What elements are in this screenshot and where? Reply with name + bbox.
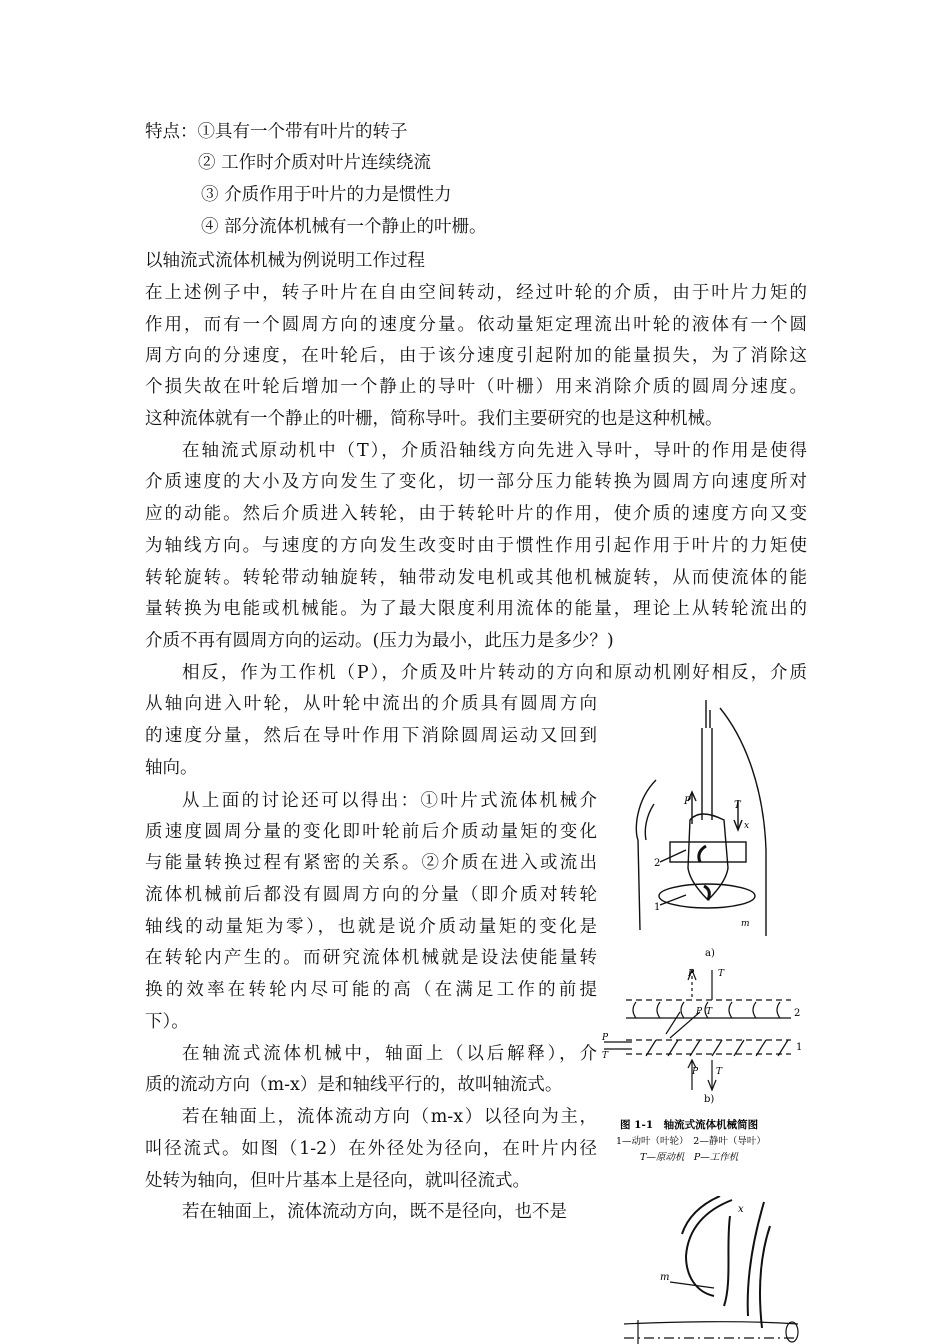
para4-line: 轴线的动量矩为零），也就是说介质动量矩的变化是 xyxy=(145,917,597,937)
para2-line: 介质不再有圆周方向的运动。(压力为最小，此压力是多少？) xyxy=(145,631,614,651)
fig1b-label-2: 2 xyxy=(794,1008,801,1019)
features-heading: 特点：①具有一个带有叶片的转子 xyxy=(145,122,408,142)
para6-line: 叫径流式。如图（1-2）在外径处为径向，在叶片内径 xyxy=(145,1139,597,1159)
fig1b-caption: b) xyxy=(704,1094,715,1105)
fig1b-t-left-label: T xyxy=(602,1051,609,1061)
fig1b-t-label: T xyxy=(718,969,725,979)
fig1a-label-1: 1 xyxy=(654,902,661,913)
intro-line: 以轴流式流体机械为例说明工作过程 xyxy=(145,251,425,271)
fig1a-caption: a) xyxy=(705,948,715,959)
fig1a-x-label: x xyxy=(744,821,750,831)
para4-line: 质速度圆周分量的变化即叶轮前后介质动量矩的变化 xyxy=(145,822,597,842)
fig1b-t-bottom-label: T xyxy=(716,1067,723,1077)
fig2-m-label: m xyxy=(660,1272,670,1283)
para2-line: 量转换为电能或机械能。为了最大限度利用流体的能量，理论上从转轮流出的 xyxy=(145,599,807,619)
fig1a-label-2: 2 xyxy=(654,858,661,869)
para3-line: 轴向。 xyxy=(145,758,198,778)
figure-caption-line3: T—原动机 P—工作机 xyxy=(640,1152,739,1163)
para4-line: 流体机械前后都没有圆周方向的分量（即介质对转轮 xyxy=(145,885,597,905)
para2-line: 介质速度的大小及方向发生了变化，切一部分压力能转换为圆周方向速度所对 xyxy=(145,472,807,492)
para2-line: 应的动能。然后介质进入转轮，由于转轮叶片的作用，使介质的速度方向又变 xyxy=(145,504,807,524)
para2-line: 转轮旋转。转轮带动轴旋转，轴带动发电机或其他机械旋转，从而使流体的能 xyxy=(145,568,807,588)
fig2-x-label: x xyxy=(738,1204,744,1215)
fig1a-t-label: T xyxy=(734,800,741,811)
para1-line: 周方向的分速度，在叶轮后，由于该分速度引起附加的能量损失，为了消除这 xyxy=(145,346,807,366)
figure-1-1 xyxy=(596,700,822,1175)
para6-line: 若在轴面上，流体流动方向（m-x）以径向为主， xyxy=(182,1107,597,1127)
para4-line: 与能量转换过程有紧密的关系。②介质在进入或流出 xyxy=(145,853,597,873)
fig1b-p-mid-label: P xyxy=(696,1007,703,1017)
para3-line: 从轴向进入叶轮，从叶轮中流出的介质具有圆周方向 xyxy=(145,694,597,714)
para4-line: 下）。 xyxy=(145,1012,189,1032)
figure-caption-line2: 1—动叶（叶轮） 2—静叶（导叶） xyxy=(616,1136,766,1147)
para2-line: 为轴线方向。与速度的方向发生改变时由于惯性作用引起作用于叶片的力矩使 xyxy=(145,536,807,556)
feature-item-4: ④ 部分流体机械有一个静止的叶栅。 xyxy=(201,217,487,237)
para4-line: 从上面的讨论还可以得出：①叶片式流体机械介 xyxy=(182,791,597,811)
fig1b-p-bottom-label: P xyxy=(692,1067,699,1077)
para1-line: 在上述例子中，转子叶片在自由空间转动，经过叶轮的介质，由于叶片力矩的 xyxy=(145,283,807,303)
feature-item-2: ② 工作时介质对叶片连续绕流 xyxy=(198,153,432,173)
para1-line: 个损失故在叶轮后增加一个静止的导叶（叶栅）用来消除介质的圆周分速度。 xyxy=(145,377,807,397)
para1-line: 作用，而有一个圆周方向的速度分量。依动量矩定理流出叶轮的液体有一个圆 xyxy=(145,315,807,335)
para1-line: 这种流体就有一个静止的叶栅，简称导叶。我们主要研究的也是这种机械。 xyxy=(145,409,723,429)
para7-line: 若在轴面上，流体流动方向，既不是径向，也不是 xyxy=(182,1202,567,1222)
fig1b-t-mid-label: T xyxy=(706,1007,713,1017)
fig1a-m-label: m xyxy=(741,919,750,929)
para4-line: 换的效率在转轮内尽可能的高（在满足工作的前提 xyxy=(145,980,597,1000)
fig1b-label-1: 1 xyxy=(796,1042,803,1053)
para2-line: 在轴流式原动机中（T），介质沿轴线方向先进入导叶，导叶的作用是使得 xyxy=(182,441,807,461)
fig1a-p-label: P xyxy=(684,796,691,807)
fig1b-p-label: P xyxy=(688,969,695,979)
fig1b-p-left-label: P xyxy=(602,1033,609,1043)
para5-line: 在轴流式流体机械中，轴面上（以后解释），介 xyxy=(182,1044,597,1064)
feature-item-3: ③ 介质作用于叶片的力是惯性力 xyxy=(201,185,452,205)
para3-line: 的速度分量，然后在导叶作用下消除圆周运动又回到 xyxy=(145,726,597,746)
para3-line: 相反，作为工作机（P），介质及叶片转动的方向和原动机刚好相反，介质 xyxy=(182,663,807,683)
para4-line: 在转轮内产生的。而研究流体机械就是设法使能量转 xyxy=(145,948,597,968)
para5-line: 质的流动方向（m-x）是和轴线平行的，故叫轴流式。 xyxy=(145,1075,563,1095)
figure-caption-title: 图 1-1 轴流式流体机械简图 xyxy=(620,1119,759,1131)
para6-line: 处转为轴向，但叶片基本上是径向，就叫径流式。 xyxy=(145,1171,530,1191)
figure-1-2 xyxy=(614,1196,814,1344)
